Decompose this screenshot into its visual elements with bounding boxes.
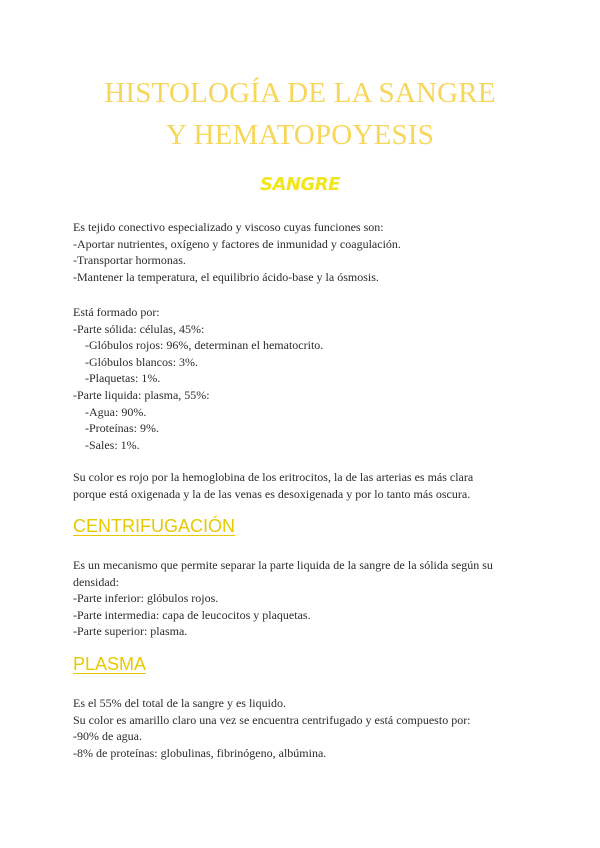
composition-list bbox=[73, 304, 543, 453]
intro-item: -Aportar nutrientes, oxígeno y factores de inmunidad y coagulación. bbox=[73, 236, 401, 251]
plasma-item: -8% de proteínas: globulinas, fibrinógeno, albúmina. bbox=[73, 745, 327, 760]
centrifugacion-line: densidad: bbox=[73, 574, 119, 589]
plasma-paragraph bbox=[73, 695, 543, 761]
solid-part: -Parte sólida: células, 45%: bbox=[73, 321, 205, 336]
color-line: Su color es rojo por la hemoglobina de los eritrocitos, la de las arterias es más clara bbox=[73, 470, 474, 484]
solid-item: -Glóbulos rojos: 96%, determinan el hematocrito. bbox=[85, 338, 324, 353]
liquid-part: -Parte liquida: plasma, 55%: bbox=[73, 387, 210, 402]
section-title-sangre: SANGRE bbox=[260, 174, 340, 195]
intro-lead: Es tejido conectivo especializado y viscoso cuyas funciones son: bbox=[73, 220, 384, 234]
solid-item: -Plaquetas: 1%. bbox=[85, 371, 161, 386]
centrifugacion-item: -Parte superior: plasma. bbox=[73, 624, 188, 639]
centrifugacion-item: -Parte intermedia: capa de leucocitos y plaquetas. bbox=[73, 607, 311, 622]
centrifugacion-line: Es un mecanismo que permite separar la parte liquida de la sangre de la sólida según su bbox=[73, 558, 493, 572]
intro-paragraph bbox=[73, 219, 543, 285]
plasma-item: -90% de agua. bbox=[73, 729, 142, 744]
plasma-line: Es el 55% del total de la sangre y es liquido. bbox=[73, 696, 286, 710]
liquid-item: -Proteínas: 9%. bbox=[85, 421, 159, 436]
color-line: porque está oxigenada y la de las venas es desoxigenada y por lo tanto más oscura. bbox=[73, 486, 471, 501]
section-heading-centrifugacion: CENTRIFUGACIÓN bbox=[73, 516, 235, 536]
liquid-item: -Agua: 90%. bbox=[85, 404, 147, 419]
solid-item: -Glóbulos blancos: 3%. bbox=[85, 354, 198, 369]
plasma-line: Su color es amarillo claro una vez se encuentra centrifugado y está compuesto por: bbox=[73, 712, 471, 727]
title-line-1: HISTOLOGÍA DE LA SANGRE bbox=[104, 77, 496, 109]
centrifugacion-item: -Parte inferior: glóbulos rojos. bbox=[73, 591, 219, 606]
composition-lead: Está formado por: bbox=[73, 305, 160, 319]
liquid-item: -Sales: 1%. bbox=[85, 437, 140, 452]
intro-item: -Transportar hormonas. bbox=[73, 253, 186, 268]
intro-item: -Mantener la temperatura, el equilibrio ácido-base y la ósmosis. bbox=[73, 269, 379, 284]
document-title bbox=[0, 72, 600, 156]
section-heading-plasma: PLASMA bbox=[73, 654, 147, 674]
title-line-2: Y HEMATOPOYESIS bbox=[165, 119, 435, 151]
color-paragraph bbox=[73, 469, 543, 502]
centrifugacion-paragraph bbox=[73, 557, 543, 640]
